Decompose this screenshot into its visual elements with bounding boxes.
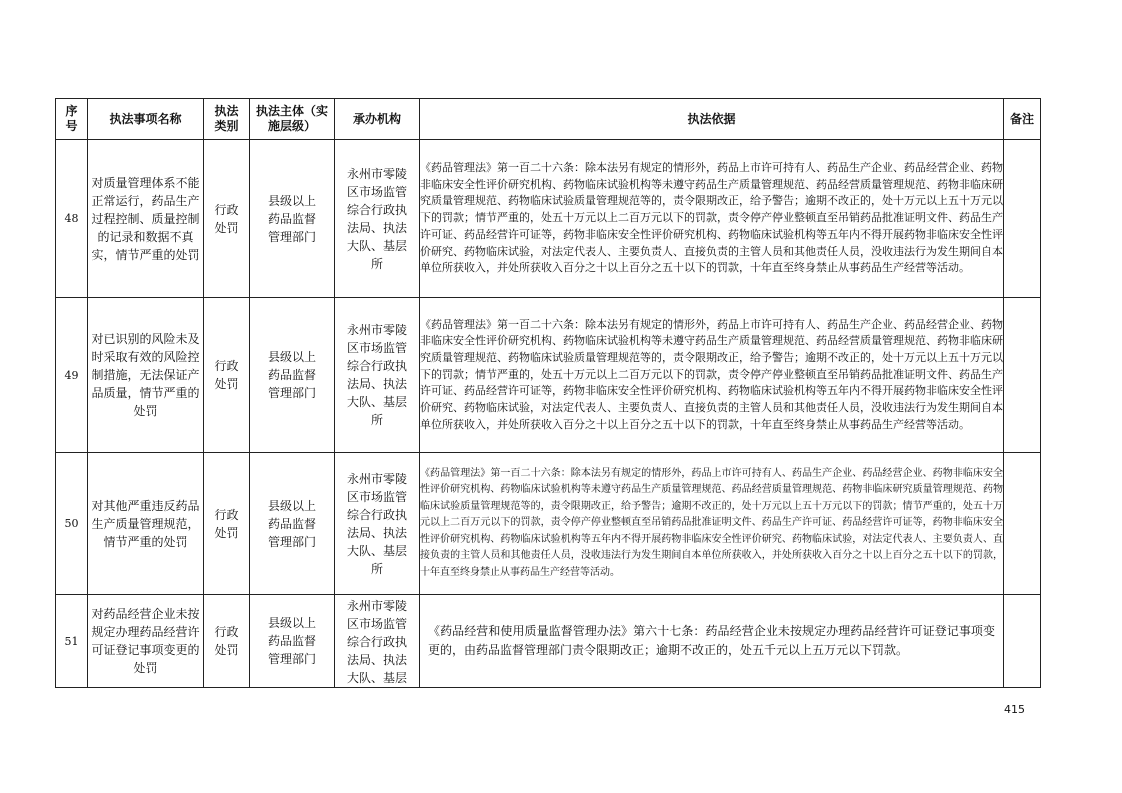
row-remark — [1004, 595, 1041, 688]
row-subject: 县级以上药品监督管理部门 — [250, 595, 335, 688]
row-remark — [1004, 298, 1041, 453]
row-agency: 永州市零陵区市场监管综合行政执法局、执法大队、基层 — [335, 595, 420, 688]
row-category: 行政处罚 — [204, 453, 250, 595]
row-category: 行政处罚 — [204, 595, 250, 688]
row-subject: 县级以上药品监督管理部门 — [250, 140, 335, 298]
header-name: 执法事项名称 — [88, 99, 204, 140]
page-number: 415 — [1004, 703, 1025, 716]
header-category: 执法类别 — [204, 99, 250, 140]
header-remark: 备注 — [1004, 99, 1041, 140]
row-agency: 永州市零陵区市场监管综合行政执法局、执法大队、基层所 — [335, 453, 420, 595]
row-seq: 50 — [56, 453, 88, 595]
enforcement-table — [55, 98, 1041, 688]
row-basis: 《药品管理法》第一百二十六条：除本法另有规定的情形外，药品上市许可持有人、药品生产企业、药品经营企业、药物非临床安全性评价研究机构、药物临床试验机构等未遵守药品生产质量管理规范、药品经营质量管理规范、药物非临床研究质量管理规范、药物临床试验质量管理规范等的，责令限期改正，给予警告；逾期不改正的，处十万元以上五十万元以下的罚款；情节严重的，处五十万元以上二百万元以下的罚款，责令停产停业整顿直至吊销药品批准证明文件、药品生产许可证、药品经营许可证等，药物非临床安全性评价研究机构、药物临床试验机构等五年内不得开展药物非临床安全性评价研究、药物临床试验，对法定代表人、主要负责人、直接负责的主管人员和其他责任人员，没收违法行为发生期间自本单位所获收入，并处所获收入百分之十以上百分之五十以下的罚款，十年直至终身禁止从事药品生产经营等活动。 — [420, 140, 1004, 298]
row-name: 对质量管理体系不能正常运行，药品生产过程控制、质量控制的记录和数据不真实，情节严重的处罚 — [88, 140, 204, 298]
row-category: 行政处罚 — [204, 140, 250, 298]
row-name: 对已识别的风险未及时采取有效的风险控制措施，无法保证产品质量，情节严重的处罚 — [88, 298, 204, 453]
header-seq: 序号 — [56, 99, 88, 140]
row-basis: 《药品管理法》第一百二十六条：除本法另有规定的情形外，药品上市许可持有人、药品生产企业、药品经营企业、药物非临床安全性评价研究机构、药物临床试验机构等未遵守药品生产质量管理规范、药品经营质量管理规范、药物非临床研究质量管理规范、药物临床试验质量管理规范等的，责令限期改正，给予警告；逾期不改正的，处十万元以上五十万元以下的罚款；情节严重的，处五十万元以上二百万元以下的罚款，责令停产停业整顿直至吊销药品批准证明文件、药品生产许可证、药品经营许可证等，药物非临床安全性评价研究机构、药物临床试验机构等五年内不得开展药物非临床安全性评价研究、药物临床试验，对法定代表人、主要负责人、直接负责的主管人员和其他责任人员，没收违法行为发生期间自本单位所获收入，并处所获收入百分之十以上百分之五十以下的罚款，十年直至终身禁止从事药品生产经营等活动。 — [420, 298, 1004, 453]
row-name: 对其他严重违反药品生产质量管理规范，情节严重的处罚 — [88, 453, 204, 595]
table-row — [56, 595, 1041, 688]
row-subject: 县级以上药品监督管理部门 — [250, 298, 335, 453]
header-row — [56, 99, 1041, 140]
table-row — [56, 453, 1041, 595]
row-agency: 永州市零陵区市场监管综合行政执法局、执法大队、基层所 — [335, 140, 420, 298]
row-remark — [1004, 140, 1041, 298]
header-agency: 承办机构 — [335, 99, 420, 140]
row-remark — [1004, 453, 1041, 595]
row-basis: 《药品经营和使用质量监督管理办法》第六十七条：药品经营企业未按规定办理药品经营许可证登记事项变更的，由药品监督管理部门责令限期改正；逾期不改正的，处五千元以上五万元以下罚款。 — [420, 595, 1004, 688]
row-agency: 永州市零陵区市场监管综合行政执法局、执法大队、基层所 — [335, 298, 420, 453]
table-row — [56, 298, 1041, 453]
table-row — [56, 140, 1041, 298]
row-category: 行政处罚 — [204, 298, 250, 453]
row-seq: 51 — [56, 595, 88, 688]
row-basis: 《药品管理法》第一百二十六条：除本法另有规定的情形外，药品上市许可持有人、药品生产企业、药品经营企业、药物非临床安全性评价研究机构、药物临床试验机构等未遵守药品生产质量管理规范、药品经营质量管理规范、药物非临床研究质量管理规范、药物临床试验质量管理规范等的，责令限期改正，给予警告；逾期不改正的，处十万元以上五十万元以下的罚款；情节严重的，处五十万元以上二百万元以下的罚款，责令停产停业整顿直至吊销药品批准证明文件、药品生产许可证、药品经营许可证等，药物非临床安全性评价研究机构、药物临床试验机构等五年内不得开展药物非临床安全性评价研究、药物临床试验，对法定代表人、主要负责人、直接负责的主管人员和其他责任人员，没收违法行为发生期间自本单位所获收入，并处所获收入百分之十以上百分之五十以下的罚款，十年直至终身禁止从事药品生产经营等活动。 — [420, 453, 1004, 595]
row-seq: 48 — [56, 140, 88, 298]
header-subject: 执法主体（实施层级） — [250, 99, 335, 140]
row-seq: 49 — [56, 298, 88, 453]
header-basis: 执法依据 — [420, 99, 1004, 140]
row-subject: 县级以上药品监督管理部门 — [250, 453, 335, 595]
row-name: 对药品经营企业未按规定办理药品经营许可证登记事项变更的处罚 — [88, 595, 204, 688]
